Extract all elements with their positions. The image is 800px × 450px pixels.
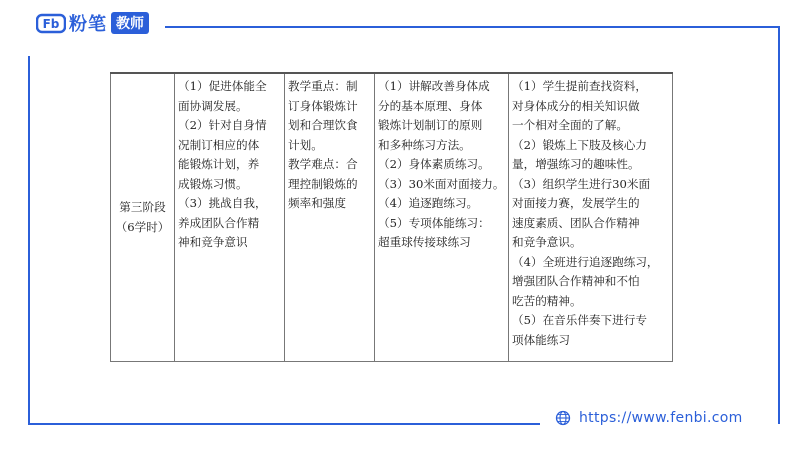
footer-url [555, 410, 743, 426]
frame-right-line [778, 26, 780, 424]
content-line: 锻炼计划制订的原则 [378, 118, 483, 132]
activity-line: 一个相对全面的了解。 [512, 118, 628, 132]
logo-badge: 教师 [111, 12, 149, 34]
objective-line: 况制订相应的体 [178, 137, 260, 152]
content-line: 和多种练习方法。 [378, 137, 471, 152]
curriculum-table [110, 72, 673, 362]
content-line: 超重球传接球练习 [378, 235, 471, 249]
objective-line: 神和竞争意识 [178, 235, 248, 249]
content-line: （4）追逐跑练习。 [378, 196, 479, 210]
objective-line: 成锻炼习惯。 [178, 176, 248, 191]
table-row [111, 73, 673, 362]
stage-hours: （6学时） [115, 219, 170, 234]
content-line: （5）专项体能练习： [378, 215, 490, 230]
fenbi-logo [36, 10, 149, 36]
stage-name: 第三阶段 [119, 200, 166, 214]
content-line: 分的基本原理、身体 [378, 98, 483, 113]
activity-line: （4）全班进行追逐跑练习， [512, 254, 659, 269]
activity-line: （2）锻炼上下肢及核心力 [512, 137, 647, 152]
activity-line: （1）学生提前查找资料， [512, 79, 647, 93]
activity-line: 速度素质、团队合作精神 [512, 215, 640, 230]
key-point-line: 教学重点：制 [288, 79, 358, 93]
fenbi-logo-mark-icon [36, 12, 66, 34]
activity-line: 吃苦的精神。 [512, 293, 582, 308]
key-point-line: 频率和强度 [288, 196, 346, 210]
frame-top-line [165, 26, 779, 28]
activity-line: 量，增强练习的趣味性。 [512, 157, 640, 171]
activity-line: 对面接力赛，发展学生的 [512, 196, 640, 210]
key-point-line: 划和合理饮食 [288, 118, 358, 132]
activity-line: （5）在音乐伴奏下进行专 [512, 313, 647, 327]
activity-line: 项体能练习 [512, 332, 570, 347]
content-line: （2）身体素质练习。 [378, 157, 490, 171]
key-points-cell [285, 73, 375, 362]
content-line: （1）讲解改善身体成 [378, 79, 490, 93]
globe-icon [555, 410, 571, 426]
key-point-line: 计划。 [288, 137, 323, 152]
activity-line: 和竞争意识。 [512, 235, 582, 249]
activity-line: 增强团队合作精神和不怕 [512, 274, 640, 288]
logo-name: 粉笔 [69, 14, 107, 35]
frame-left-line [28, 56, 30, 424]
objective-line: （3）挑战自我， [178, 196, 267, 210]
objective-line: 面协调发展。 [178, 98, 248, 113]
contents-cell [375, 73, 509, 362]
activities-cell [509, 73, 673, 362]
activity-line: 对身体成分的相关知识做 [512, 98, 640, 113]
objectives-cell [175, 73, 285, 362]
objective-line: 养成团队合作精 [178, 215, 260, 230]
logo-mark-text: Fb [42, 17, 60, 31]
stage-cell [111, 73, 175, 362]
website-url[interactable]: https://www.fenbi.com [579, 410, 743, 426]
activity-line: （3）组织学生进行30米面 [512, 176, 651, 191]
objective-line: （2）针对自身情 [178, 118, 267, 132]
key-point-line: 教学难点：合 [288, 157, 358, 171]
frame-bottom-line [28, 423, 540, 425]
key-point-line: 理控制锻炼的 [288, 176, 358, 191]
objective-line: 能锻炼计划，养 [178, 157, 260, 171]
content-line: （3）30米面对面接力。 [378, 176, 505, 191]
objective-line: （1）促进体能全 [178, 79, 267, 93]
key-point-line: 订身体锻炼计 [288, 98, 358, 113]
